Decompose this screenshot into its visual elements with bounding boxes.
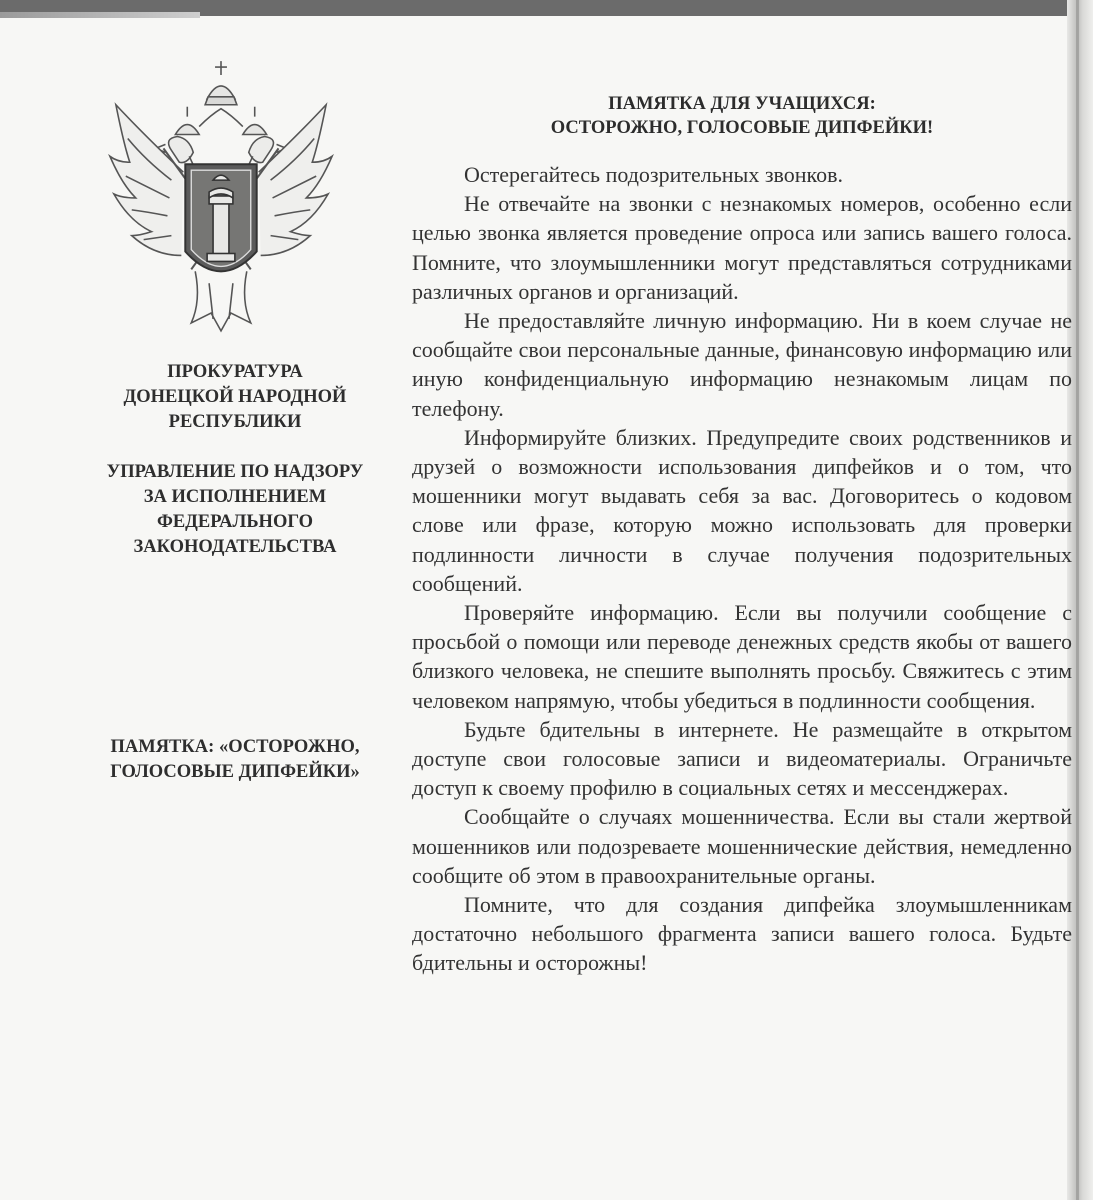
- scan-top-edge-highlight: [0, 12, 200, 18]
- organization-name: [70, 360, 400, 435]
- paragraph-5: Проверяйте информацию. Если вы получили сообщение с просьбой о помощи или переводе денежных средств якобы от вашего близкого человека, не спешите выполнять просьбу. Свяжитесь с этим человеком напрямую, чтобы убедиться в подлинности сообщения.: [412, 600, 1072, 713]
- paragraph-3: Не предоставляйте личную информацию. Ни в коем случае не сообщайте свои персональные данные, финансовую информацию или иную конфиденциальную информацию незнакомым лицам по телефону.: [412, 308, 1072, 421]
- organization-line-1: ПРОКУРАТУРА: [167, 362, 303, 382]
- department-line-2: ЗА ИСПОЛНЕНИЕМ: [143, 487, 327, 507]
- department-name: [70, 460, 400, 560]
- paragraph-7: Сообщайте о случаях мошенничества. Если вы стали жертвой мошенников или подозреваете мошеннические действия, немедленно сообщите об этом в правоохранительные органы.: [412, 804, 1072, 888]
- department-line-4: ЗАКОНОДАТЕЛЬСТВА: [133, 537, 337, 557]
- paragraph-2: Не отвечайте на звонки с незнакомых номеров, особенно если целью звонка является проведение опроса или запись вашего голоса. Помните, что злоумышленники могут представляться сотрудниками различных органов и организаций.: [412, 191, 1072, 304]
- paragraph-8: Помните, что для создания дипфейка злоумышленникам достаточно небольшого фрагмента записи вашего голоса. Будьте бдительны и осторожны!: [412, 892, 1072, 976]
- main-title: [412, 92, 1072, 140]
- organization-line-3: РЕСПУБЛИКИ: [168, 412, 302, 432]
- paragraph-6: Будьте бдительны в интернете. Не размещайте в открытом доступе свои голосовые записи и видеоматериалы. Ограничьте доступ к своему профилю в социальных сетях и мессенджерах.: [412, 716, 1072, 801]
- paragraph-4: Информируйте близких. Предупредите своих родственников и друзей о возможности использования дипфейков и о том, что мошенники могут выдавать себя за вас. Договоритесь о кодовом слове или фразе, которую можно использовать для проверки подлинности личности в случае получения подозрительных сообщений.: [412, 424, 1072, 596]
- body-text: [412, 160, 1072, 978]
- department-line-1: УПРАВЛЕНИЕ ПО НАДЗОРУ: [106, 462, 364, 482]
- paragraph-1: Остерегайтесь подозрительных звонков.: [464, 162, 843, 187]
- memo-body: [412, 92, 1072, 978]
- double-headed-eagle-emblem-icon: [102, 52, 340, 334]
- organization-line-2: ДОНЕЦКОЙ НАРОДНОЙ: [123, 387, 347, 407]
- memo-line-2: ГОЛОСОВЫЕ ДИПФЕЙКИ»: [110, 762, 360, 782]
- department-line-3: ФЕДЕРАЛЬНОГО: [156, 512, 314, 532]
- main-title-line-1: ПАМЯТКА ДЛЯ УЧАЩИХСЯ:: [608, 94, 876, 114]
- scan-right-fold-line: [1076, 0, 1079, 1200]
- main-title-line-2: ОСТОРОЖНО, ГОЛОСОВЫЕ ДИПФЕЙКИ!: [550, 118, 934, 138]
- memo-line-1: ПАМЯТКА: «ОСТОРОЖНО,: [110, 737, 360, 757]
- memo-title: [70, 735, 400, 785]
